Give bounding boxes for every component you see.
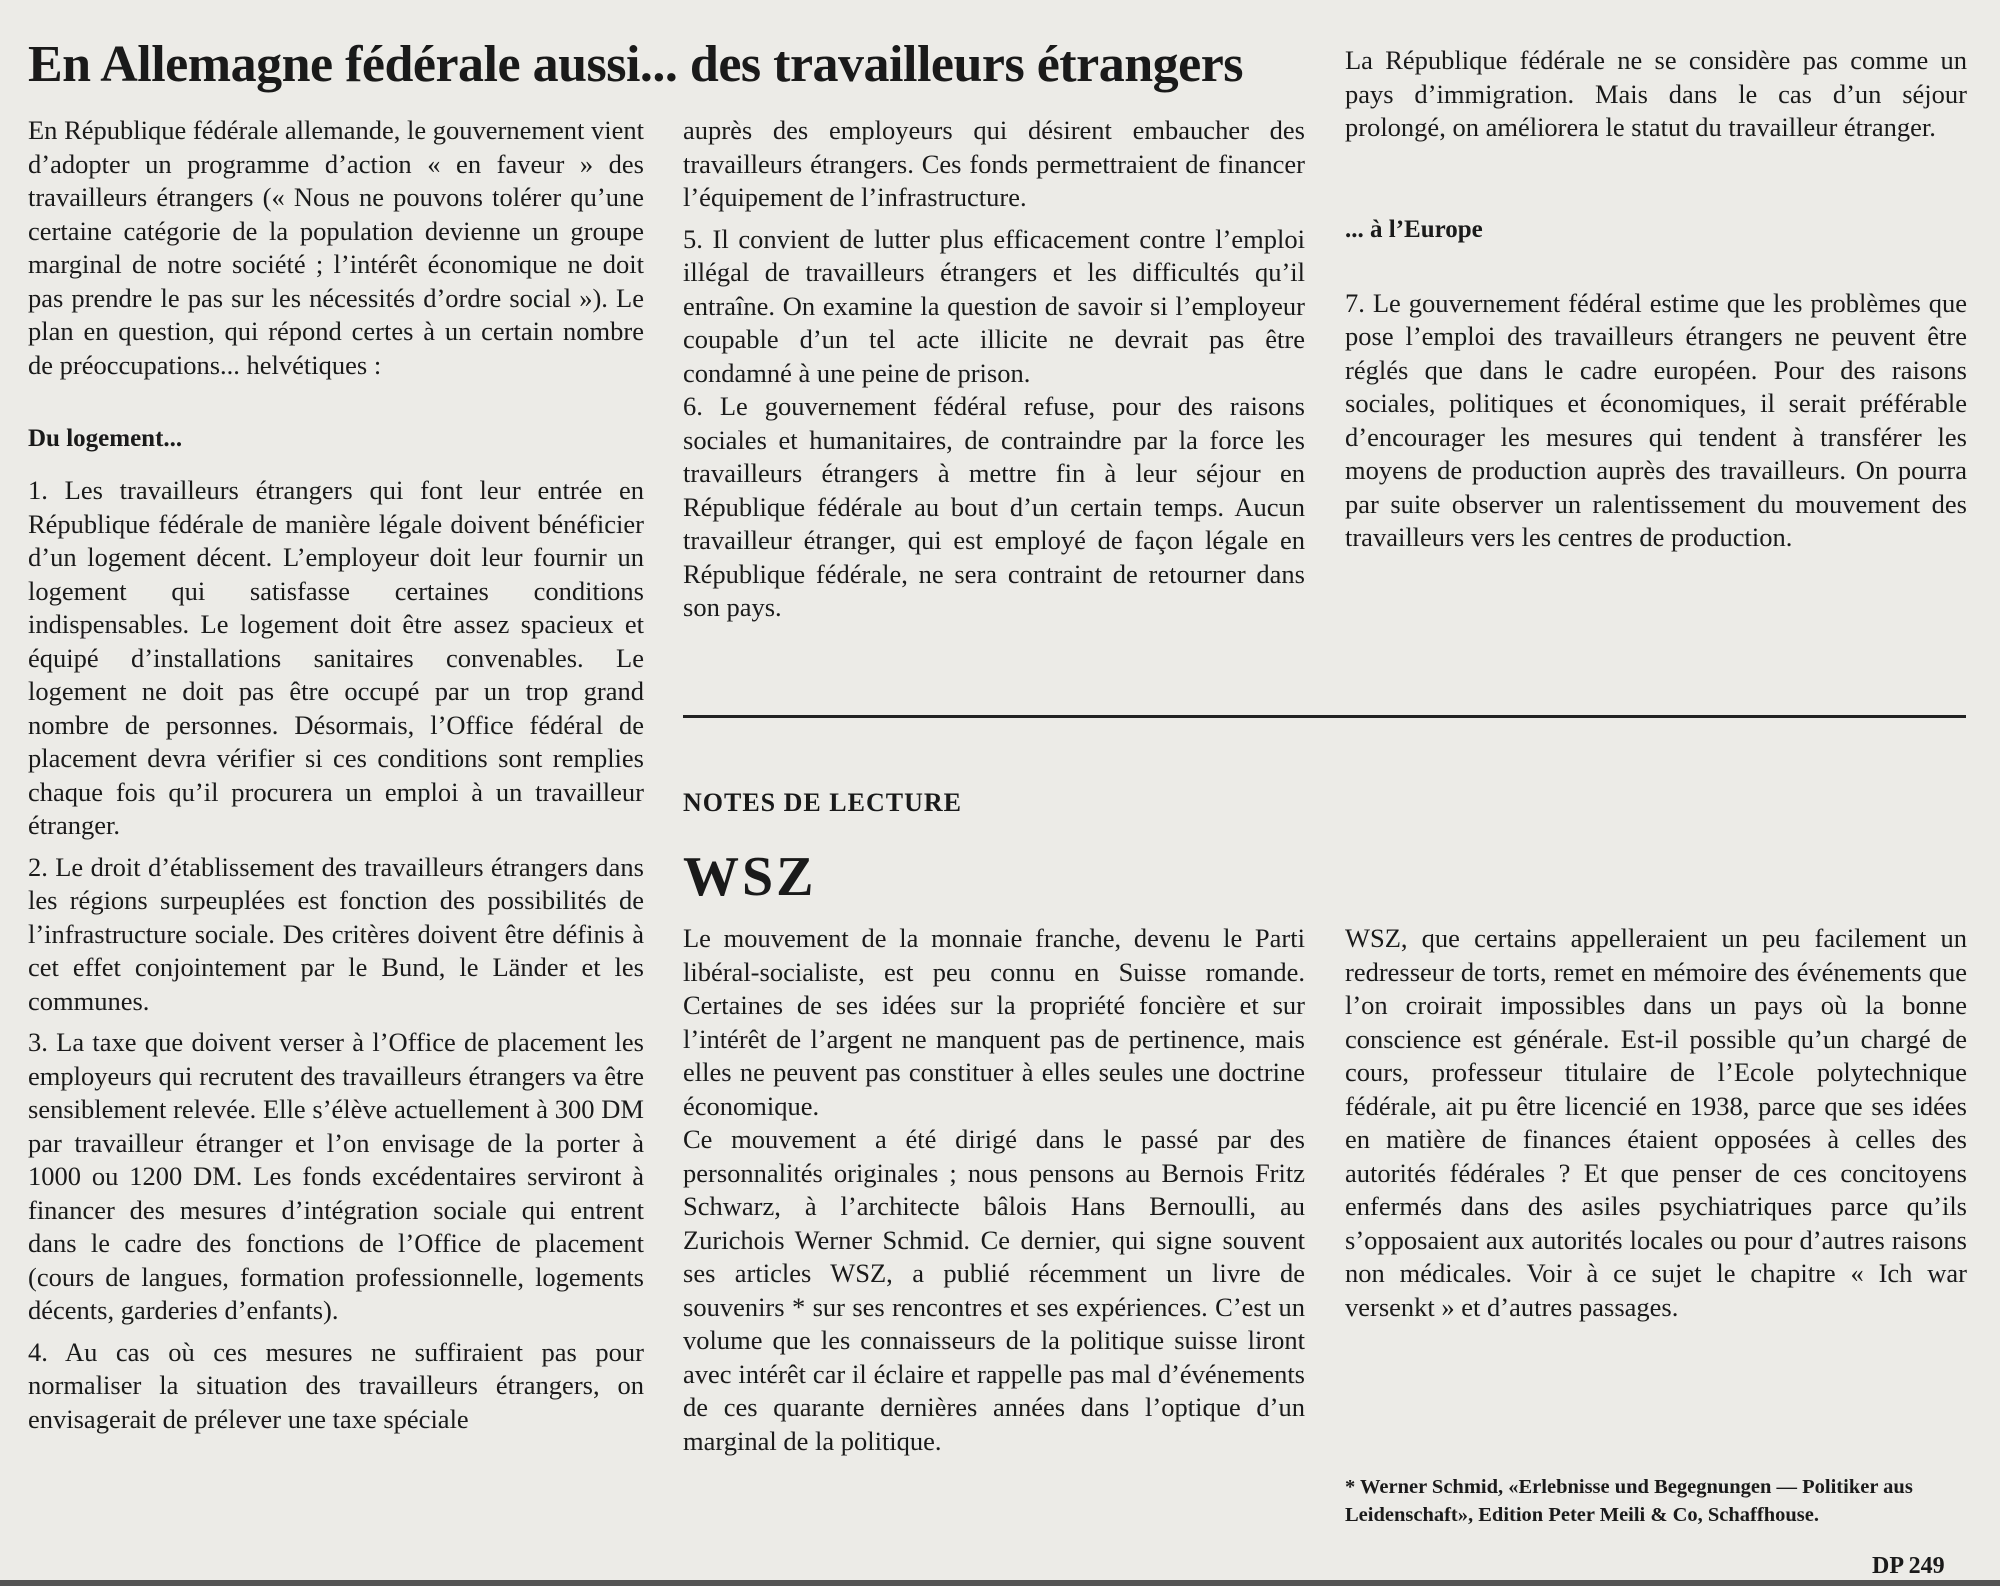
article-title: En Allemagne fédérale aussi... des travailleurs étrangers	[28, 36, 1244, 93]
notes-paragraph-2: Ce mouvement a été dirigé dans le passé par des personnalités originales ; nous pensons au Bernois Fritz Schwarz, à l’architecte bâlois Hans Bernoulli, au Zurichois Werner Schmid. Ce dernier, qui signe souvent ses articles WSZ, a publié récemment un livre de souvenirs * sur ses rencontres et ses expériences. C’est un volume que les connaisseurs de la politique suisse liront avec intérêt car il éclaire et rappelle pas mal d’événements de ces quarante dernières années dans l’optique d’un marginal de la politique.	[683, 1124, 1305, 1456]
article-column-2	[683, 114, 1305, 633]
notes-section-label: NOTES DE LECTURE	[683, 788, 962, 817]
notes-column-1	[683, 922, 1305, 1466]
page-bottom-edge	[0, 1580, 2000, 1586]
article-statut-paragraph: La République fédérale ne se considère pas comme un pays d’immigration. Mais dans le cas d’un séjour prolongé, on améliorera le statut du travailleur étranger.	[1345, 45, 1967, 142]
section-divider	[683, 715, 1966, 718]
section-heading-europe: ... à l’Europe	[1345, 215, 1483, 243]
notes-column-2	[1345, 922, 1967, 1332]
article-point-1: 1. Les travailleurs étrangers qui font leur entrée en République fédérale de manière légale doivent bénéficier d’un logement décent. L’employeur doit leur fournir un logement qui satisfasse certaines conditions indispensables. Le logement doit être assez spacieux et équipé d’installations sanitaires convenables. Le logement ne doit pas être occupé par un trop grand nombre de personnes. Désormais, l’Office fédéral de placement devra vérifier si ces conditions sont remplies chaque fois qu’il procurera un emploi à un travailleur étranger.	[28, 475, 644, 840]
article-point-2: 2. Le droit d’établissement des travailleurs étrangers dans les régions surpeuplées est fonction des possibilités de l’infrastructure sociale. Des critères doivent être définis à cet effet conjointement par le Bund, le Länder et les communes.	[28, 851, 644, 1016]
page-number: DP 249	[1872, 1553, 1945, 1579]
article-point-4: 4. Au cas où ces mesures ne suffiraient pas pour normaliser la situation des travailleurs étrangers, on envisagerait de prélever une taxe spéciale	[28, 1336, 644, 1434]
article-column-1	[28, 114, 644, 1444]
article-point-4-continued: auprès des employeurs qui désirent embaucher des travailleurs étrangers. Ces fonds permettraient de financer l’équipement de l’infrastructure.	[683, 115, 1305, 212]
article-point-5: 5. Il convient de lutter plus efficacement contre l’emploi illégal de travailleurs étrangers et les difficultés qu’il entraîne. On examine la question de savoir si l’employeur coupable d’un tel acte illicite ne devrait pas être condamné à une peine de prison.	[683, 223, 1305, 388]
article-point-7: 7. Le gouvernement fédéral estime que les problèmes que pose l’emploi des travailleurs étrangers ne peuvent être réglés que dans le cadre européen. Pour des raisons sociales, politiques et économiques, il serait préférable d’encourager les mesures qui tendent à transférer les moyens de production auprès des travailleurs. On pourra par suite observer un ralentissement du mouvement des travailleurs vers les centres de production.	[1345, 287, 1967, 552]
article-point-3: 3. La taxe que doivent verser à l’Office de placement les employeurs qui recrutent des travailleurs étrangers va être sensiblement relevée. Elle s’élève actuellement à 300 DM par travailleur étranger et l’on envisage de la porter à 1000 ou 1200 DM. Les fonds excédentaires serviront à financer des mesures d’intégration sociale qui entrent dans le cadre des fonctions de l’Office de placement (cours de langues, formation professionnelle, logements décents, garderies d’enfants).	[28, 1027, 644, 1325]
notes-title: WSZ	[683, 846, 817, 908]
section-heading-logement: Du logement...	[28, 425, 183, 452]
article-point-6: 6. Le gouvernement fédéral refuse, pour des raisons sociales et humanitaires, de contraindre par la force les travailleurs étrangers à mettre fin à leur séjour en République fédérale au bout d’un certain temps. Aucun travailleur étranger, qui est employé de façon légale en République fédérale, ne sera contraint de retourner dans son pays.	[683, 391, 1305, 622]
notes-paragraph-1: Le mouvement de la monnaie franche, devenu le Parti libéral-socialiste, est peu connu en Suisse romande. Certaines de ses idées sur la propriété foncière et sur l’intérêt de l’argent ne manquent pas de pertinence, mais elles ne peuvent pas constituer à elles seules une doctrine économique.	[683, 923, 1305, 1121]
footnote: * Werner Schmid, «Erlebnisse und Begegnungen — Politiker aus Leidenschaft», Edition Peter Meili & Co, Schaffhouse.	[1345, 1476, 1913, 1526]
intro-paragraph: En République fédérale allemande, le gouvernement vient d’adopter un programme d’action « en faveur » des travailleurs étrangers (« Nous ne pouvons tolérer qu’une certaine catégorie de la population devienne un groupe marginal de notre société ; l’intérêt économique ne doit pas prendre le pas sur les nécessités d’ordre social »). Le plan en question, qui répond certes à un certain nombre de préoccupations... helvétiques :	[28, 115, 644, 380]
notes-paragraph-3: WSZ, que certains appelleraient un peu facilement un redresseur de torts, remet en mémoire des événements que l’on croirait impossibles dans un pays où la bonne conscience est générale. Est-il possible qu’un chargé de cours, professeur titulaire de l’Ecole polytechnique fédérale, ait pu être licencié en 1938, parce que ses idées en matière de finances étaient opposées à celles des autorités fédérales ? Et que penser de ces concitoyens enfermés dans des asiles psychiatriques parce qu’ils s’opposaient aux autorités locales ou pour d’autres raisons non médicales. Voir à ce sujet le chapitre « Ich war versenkt » et d’autres passages.	[1345, 923, 1967, 1322]
article-column-3	[1345, 44, 1967, 563]
